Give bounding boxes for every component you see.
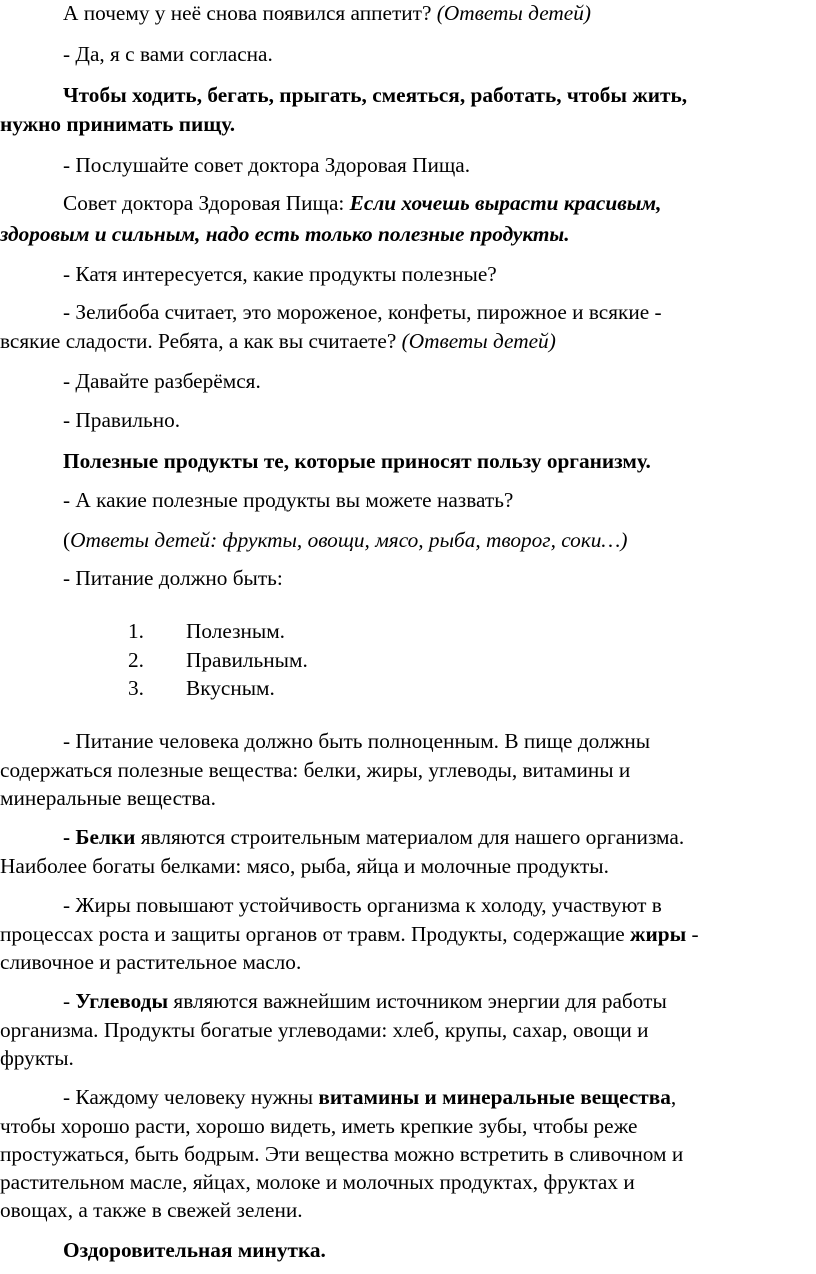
fats-line-2: [0, 924, 699, 945]
bold-statement-line-1: Чтобы ходить, бегать, прыгать, смеяться, работать, чтобы жить,: [63, 83, 688, 107]
carbs-term: Углеводы: [75, 989, 169, 1013]
proteins-term: - Белки: [63, 825, 136, 849]
zeliboba-text: всякие сладости. Ребята, а как вы считаете?: [0, 329, 402, 353]
vitamins-line-3: простужаться, быть бодрым. Эти вещества можно встретить в сливочном и: [0, 1142, 684, 1166]
complete-nutrition-line-2: содержаться полезные вещества: белки, жиры, углеводы, витамины и: [0, 758, 631, 782]
complete-nutrition-line-3: минеральные вещества.: [0, 786, 216, 810]
carbs-text: являются важнейшим источником энергии для работы: [168, 989, 667, 1013]
list-item-number: 1.: [128, 619, 144, 643]
list-item-number: 3.: [128, 676, 144, 700]
fats-dash: -: [686, 922, 699, 946]
answers-examples-line: [63, 530, 627, 551]
children-answers-note-2: (Ответы детей): [401, 329, 556, 353]
vitamins-line-5: овощах, а также в свежей зелени.: [0, 1198, 303, 1222]
bold-statement-line-2: нужно принимать пищу.: [0, 112, 236, 136]
list-item-text: Правильным.: [186, 648, 308, 672]
proteins-text: являются строительным материалом для нашего организма.: [135, 825, 685, 849]
fats-term: жиры: [630, 922, 687, 946]
list-item-text: Полезным.: [186, 619, 286, 643]
section-heading: Оздоровительная минутка.: [63, 1238, 326, 1262]
vitamins-line-2: чтобы хорошо расти, хорошо видеть, иметь крепкие зубы, чтобы реже: [0, 1114, 638, 1138]
advice-line-1: [63, 193, 661, 214]
advice-line-2: здоровым и сильным, надо есть только полезные продукты.: [0, 222, 570, 246]
vitamins-line-4: растительном масле, яйцах, молоке и молочных продуктах, фруктах и: [0, 1170, 635, 1194]
useful-products-definition: Полезные продукты те, которые приносят пользу организму.: [63, 449, 651, 473]
fats-line-3: сливочное и растительное масло.: [0, 950, 302, 974]
vitamins-comma: ,: [670, 1085, 677, 1109]
open-paren: (: [63, 528, 71, 552]
fats-text: процессах роста и защиты органов от травм. Продукты, содержащие: [0, 922, 631, 946]
carbs-dash: -: [63, 989, 76, 1013]
zeliboba-line-1: - Зелибоба считает, это мороженое, конфеты, пирожное и всякие -: [63, 300, 662, 324]
advice-label: Совет доктора Здоровая Пища:: [63, 191, 350, 215]
question-text: А почему у неё снова появился аппетит?: [63, 1, 437, 25]
vitamins-term: витамины и минеральные вещества: [318, 1085, 671, 1109]
vitamins-text: - Каждому человеку нужны: [63, 1085, 319, 1109]
katya-line: - Катя интересуется, какие продукты полезные?: [63, 262, 497, 286]
lets-figure-line: - Давайте разберёмся.: [63, 369, 261, 393]
zeliboba-line-2: [0, 331, 556, 352]
nutrition-should-be-line: - Питание должно быть:: [63, 566, 283, 590]
carbs-line-2: организма. Продукты богатые углеводами: хлеб, крупы, сахар, овощи и: [0, 1018, 649, 1042]
children-answers-note: (Ответы детей): [436, 1, 591, 25]
question-line: [63, 3, 591, 24]
list-item-number: 2.: [128, 648, 144, 672]
carbs-line-3: фрукты.: [0, 1046, 74, 1070]
agree-line: - Да, я с вами согласна.: [63, 42, 273, 66]
advice-intro-line: - Послушайте совет доктора Здоровая Пища.: [63, 153, 471, 177]
name-products-question: - А какие полезные продукты вы можете назвать?: [63, 488, 514, 512]
fats-line-1: - Жиры повышают устойчивость организма к холоду, участвуют в: [63, 893, 662, 917]
proteins-line-2: Наиболее богаты белками: мясо, рыба, яйца и молочные продукты.: [0, 854, 609, 878]
proteins-line-1: [63, 827, 684, 848]
advice-quote-start: Если хочешь вырасти красивым,: [349, 191, 662, 215]
answers-examples-text: Ответы детей: фрукты, овощи, мясо, рыба, творог, соки…): [70, 528, 628, 552]
carbs-line-1: [63, 991, 667, 1012]
list-item-text: Вкусным.: [186, 676, 275, 700]
vitamins-line-1: [63, 1087, 676, 1108]
correct-line: - Правильно.: [63, 408, 181, 432]
complete-nutrition-line-1: - Питание человека должно быть полноценным. В пище должны: [63, 729, 651, 753]
